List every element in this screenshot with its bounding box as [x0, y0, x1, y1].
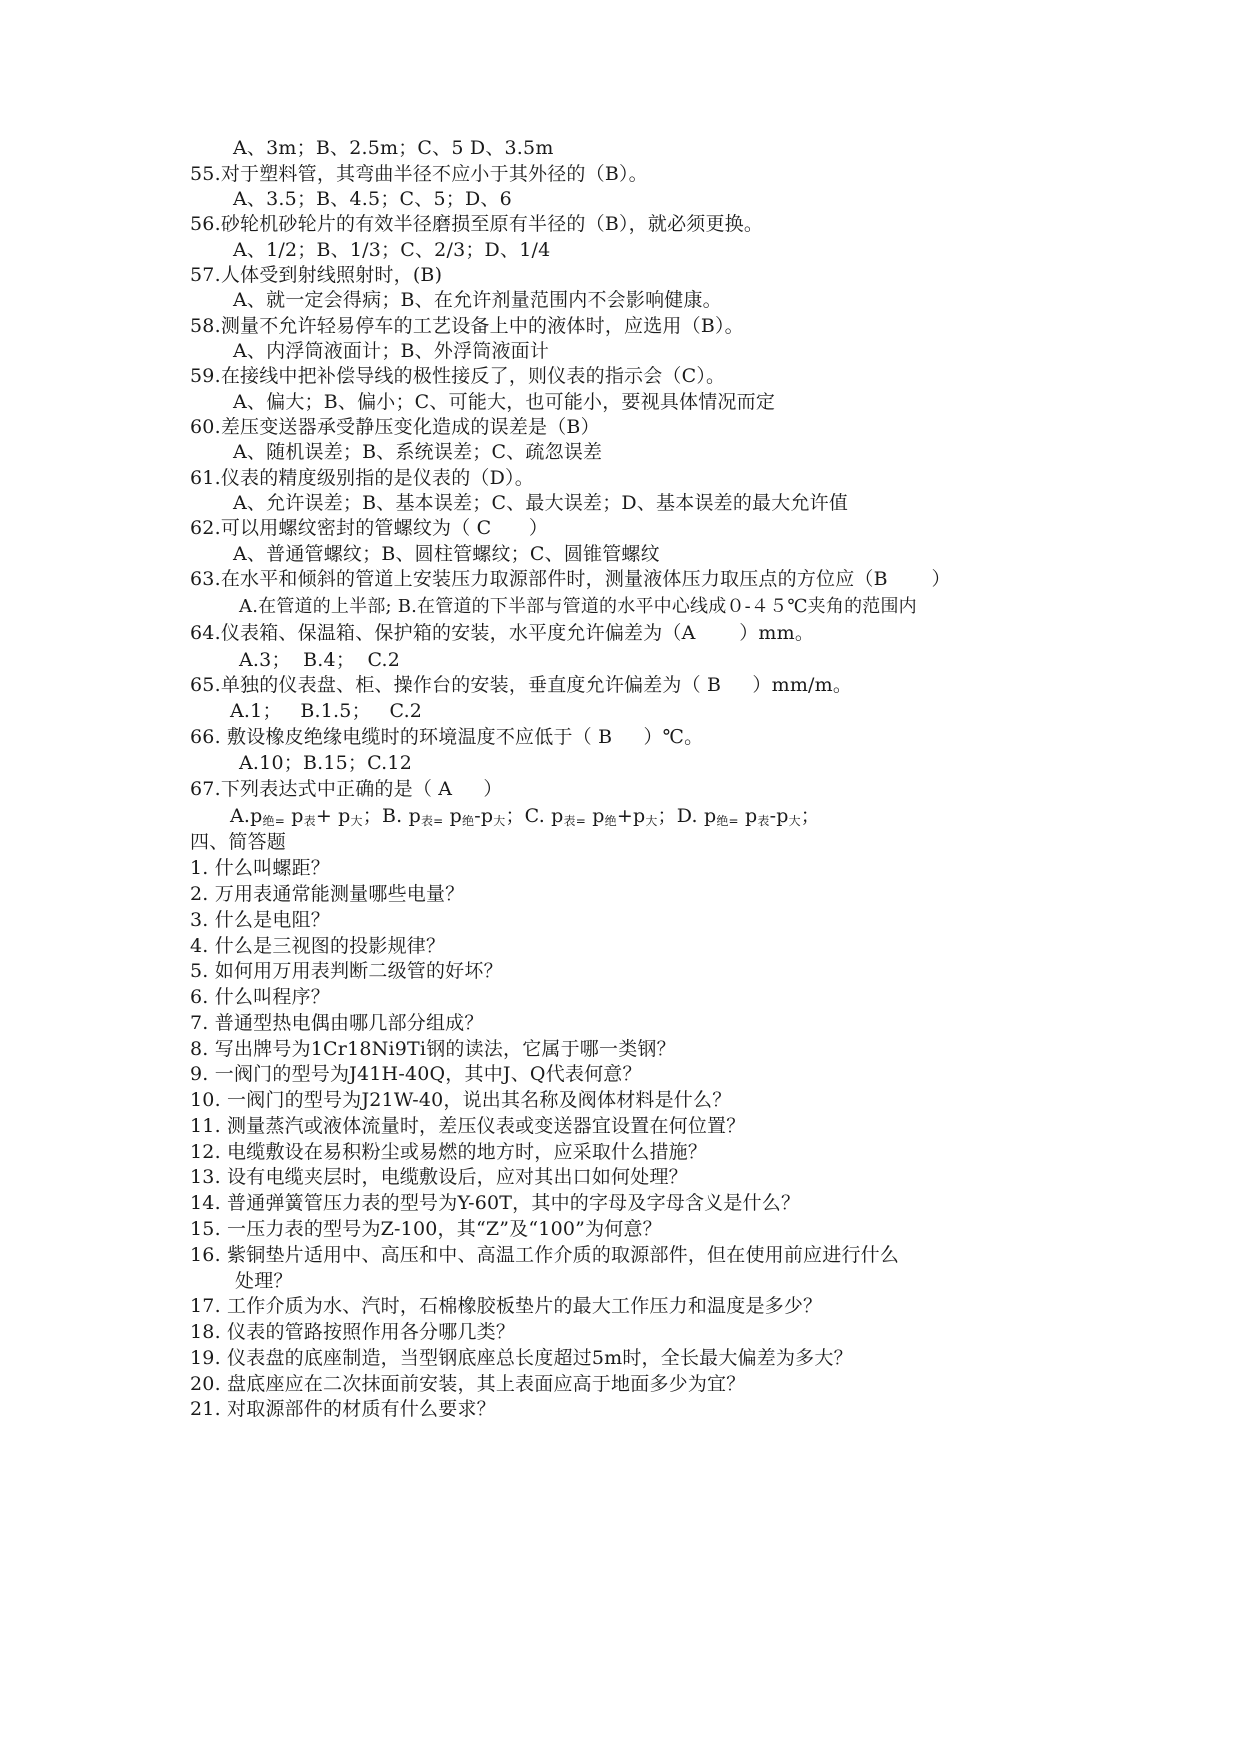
- short-question: 20. 盘底座应在二次抹面前安装，其上表面应高于地面多少为宜？: [190, 1373, 746, 1395]
- formula-text: +p: [616, 805, 646, 827]
- short-question: 9. 一阀门的型号为J41H-40Q，其中J、Q代表何意？: [190, 1063, 642, 1085]
- short-question: 15. 一压力表的型号为Z-100，其“Z”及“100”为何意？: [190, 1218, 662, 1240]
- subscript: 表: [303, 814, 316, 828]
- question-63: 63.在水平和倾斜的管道上安装压力取源部件时，测量液体压力取压点的方位应（B ）: [190, 568, 951, 590]
- short-question-continuation: 处理？: [235, 1270, 293, 1292]
- subscript: 大: [350, 814, 363, 828]
- question-57: 57.人体受到射线照射时，(B): [190, 264, 443, 286]
- formula-b: ；B. p: [362, 805, 421, 827]
- option-line: A、3.5；B、4.5；C、5；D、6: [233, 188, 512, 210]
- question-67: 67.下列表达式中正确的是（ A ）: [190, 778, 503, 800]
- subscript: 表=: [420, 814, 444, 828]
- short-question: 3. 什么是电阻？: [190, 909, 330, 931]
- short-question: 11. 测量蒸汽或液体流量时，差压仪表或变送器宜设置在何位置？: [190, 1115, 746, 1137]
- option-line: A、偏大；B、偏小；C、可能大，也可能小，要视具体情况而定: [233, 391, 776, 413]
- short-question: 2. 万用表通常能测量哪些电量？: [190, 883, 465, 905]
- short-question: 16. 紫铜垫片适用中、高压和中、高温工作介质的取源部件，但在使用前应进行什么: [190, 1244, 900, 1266]
- short-question: 10. 一阀门的型号为J21W-40，说出其名称及阀体材料是什么？: [190, 1089, 732, 1111]
- option-line: A、就一定会得病；B、在允许剂量范围内不会影响健康。: [233, 289, 722, 311]
- subscript: 大: [493, 814, 506, 828]
- formula-text: -p: [474, 805, 494, 827]
- option-line: A.在管道的上半部; B.在管道的下半部与管道的水平中心线成０-４５℃夹角的范围内: [239, 596, 917, 617]
- short-question: 8. 写出牌号为1Cr18Ni9Ti钢的读法，它属于哪一类钢？: [190, 1038, 676, 1060]
- question-56: 56.砂轮机砂轮片的有效半径磨损至原有半径的（B），就必须更换。: [190, 213, 764, 235]
- formula-c: ；C. p: [505, 805, 564, 827]
- formula-a: A.p: [230, 805, 263, 827]
- short-question: 6. 什么叫程序？: [190, 986, 330, 1008]
- option-line: A.3； B.4； C.2: [239, 649, 401, 671]
- short-question: 19. 仪表盘的底座制造，当型钢底座总长度超过5m时，全长最大偏差为多大？: [190, 1347, 853, 1369]
- question-64: 64.仪表箱、保温箱、保护箱的安装，水平度允许偏差为（A ）mm。: [190, 622, 815, 644]
- question-62: 62.可以用螺纹密封的管螺纹为（ C ）: [190, 517, 549, 539]
- question-66: 66. 敷设橡皮绝缘电缆时的环境温度不应低于（ B ）℃。: [190, 726, 704, 748]
- subscript: 大: [788, 814, 801, 828]
- short-question: 4. 什么是三视图的投影规律？: [190, 935, 446, 957]
- short-question: 12. 电缆敷设在易积粉尘或易燃的地方时，应采取什么措施？: [190, 1141, 708, 1163]
- short-question: 17. 工作介质为水、汽时，石棉橡胶板垫片的最大工作压力和温度是多少？: [190, 1295, 823, 1317]
- short-question: 5. 如何用万用表判断二级管的好坏？: [190, 960, 503, 982]
- subscript: 绝=: [262, 814, 285, 828]
- formula-text: p: [443, 805, 463, 827]
- option-line: A、普通管螺纹；B、圆柱管螺纹；C、圆锥管螺纹: [233, 543, 660, 565]
- subscript: 绝=: [716, 814, 739, 828]
- subscript: 绝: [462, 814, 475, 828]
- short-question: 14. 普通弹簧管压力表的型号为Y-60T，其中的字母及字母含义是什么？: [190, 1192, 801, 1214]
- option-line: A.1； B.1.5； C.2: [230, 700, 423, 722]
- option-line: A、随机误差；B、系统误差；C、疏忽误差: [233, 441, 603, 463]
- option-line: A、1/2；B、1/3；C、2/3；D、1/4: [233, 239, 551, 261]
- question-60: 60.差压变送器承受静压变化造成的误差是（B）: [190, 416, 600, 438]
- subscript: 表: [757, 814, 770, 828]
- formula-text: p: [738, 805, 758, 827]
- option-line: A、内浮筒液面计；B、外浮筒液面计: [233, 340, 550, 362]
- section-title: 四、简答题: [190, 831, 287, 853]
- subscript: 绝: [604, 814, 617, 828]
- question-65: 65.单独的仪表盘、柜、操作台的安装，垂直度允许偏差为（ B ）mm/m。: [190, 674, 853, 696]
- formula-text: p: [586, 805, 605, 827]
- question-59: 59.在接线中把补偿导线的极性接反了，则仪表的指示会（C）。: [190, 365, 726, 387]
- subscript: 大: [645, 814, 658, 828]
- option-line: A、3m；B、2.5m；C、5 D、3.5m: [233, 137, 554, 159]
- short-question: 18. 仪表的管路按照作用各分哪几类？: [190, 1321, 516, 1343]
- option-line: A、允许误差；B、基本误差；C、最大误差；D、基本误差的最大允许值: [233, 492, 849, 514]
- formula-options: [230, 805, 820, 832]
- question-61: 61.仪表的精度级别指的是仪表的（D）。: [190, 467, 534, 489]
- formula-text: + p: [315, 805, 351, 827]
- short-question: 7. 普通型热电偶由哪几部分组成？: [190, 1012, 484, 1034]
- formula-d: ；D. p: [657, 805, 717, 827]
- short-question: 21. 对取源部件的材质有什么要求？: [190, 1398, 496, 1420]
- formula-text: -p: [769, 805, 789, 827]
- formula-text: ；: [800, 805, 820, 827]
- formula-text: p: [285, 805, 304, 827]
- subscript: 表=: [563, 814, 587, 828]
- option-line: A.10；B.15；C.12: [239, 752, 412, 774]
- question-58: 58.测量不允许轻易停车的工艺设备上中的液体时，应选用（B）。: [190, 315, 744, 337]
- short-question: 1. 什么叫螺距？: [190, 857, 330, 879]
- short-question: 13. 设有电缆夹层时，电缆敷设后，应对其出口如何处理？: [190, 1166, 688, 1188]
- question-55: 55.对于塑料管，其弯曲半径不应小于其外径的（B）。: [190, 163, 648, 185]
